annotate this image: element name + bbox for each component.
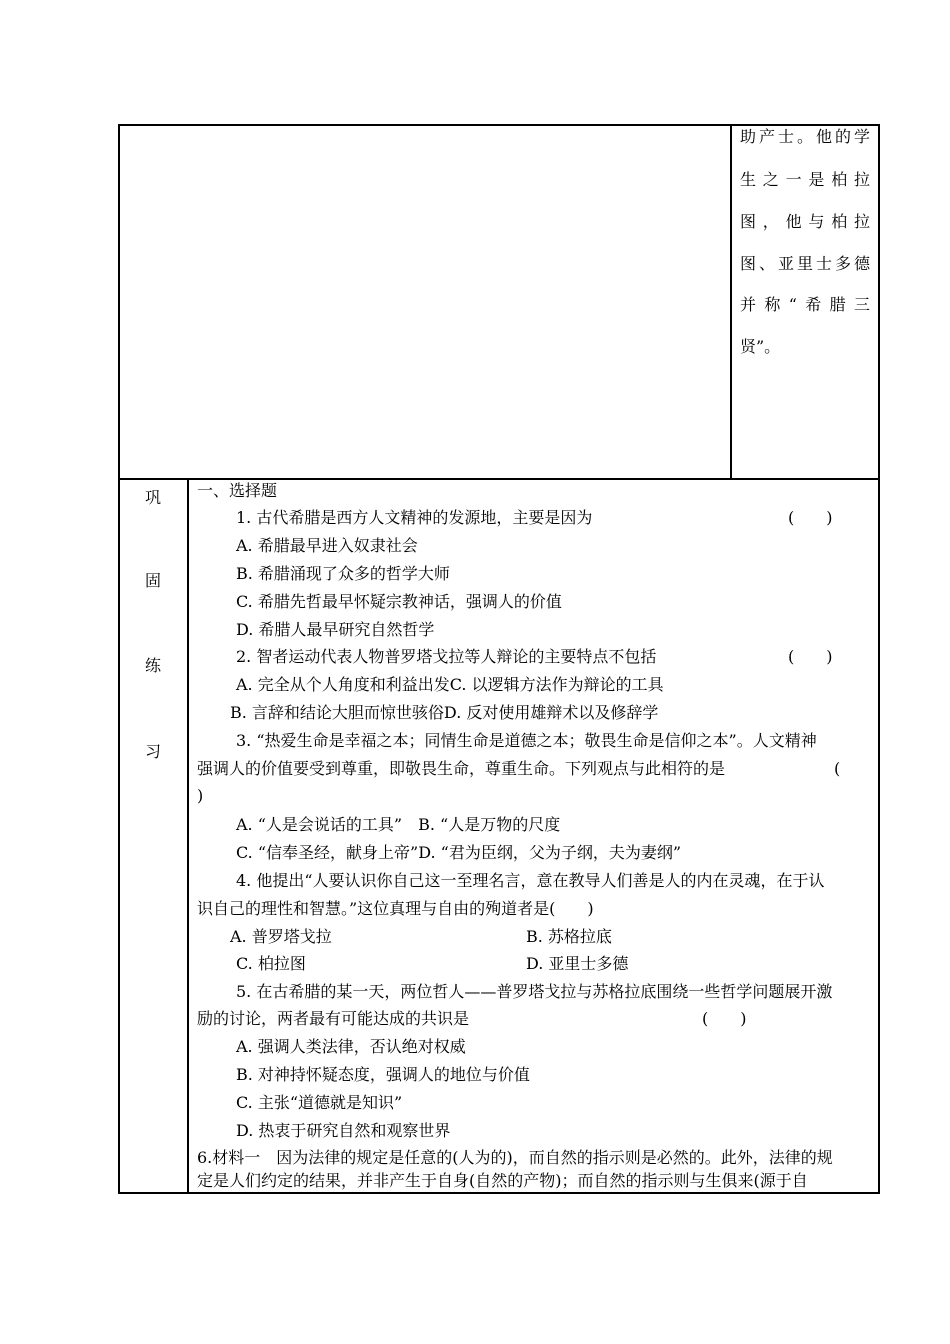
q4-option-d: D. 亚里士多德 [526,954,629,973]
side-note-line-1: 助产士。他的学 [740,127,870,146]
table-right-border [878,124,880,1194]
section-label-char-1: 巩 [144,488,161,507]
q1-option-d: D. 希腊人最早研究自然哲学 [236,620,435,639]
side-note-line-6: 贤”。 [740,337,781,356]
q5-option-c: C. 主张“道德就是知识” [236,1093,403,1112]
section-label-char-2: 固 [144,571,161,590]
q5-answer-paren[interactable]: ( ) [702,1009,747,1028]
q2-stem: 2. 智者运动代表人物普罗塔戈拉等人辩论的主要特点不包括 [236,647,657,666]
q1-answer-paren[interactable]: ( ) [788,508,833,527]
table-bottom-border [118,1192,880,1194]
q6-line-1: 6.材料一 因为法律的规定是任意的(人为的)，而自然的指示则是必然的。此外，法律的规 [197,1148,833,1167]
side-note-line-4: 图、亚里士多德 [740,254,870,273]
q3-options-row-2: C. “信奉圣经，献身上帝”D. “君为臣纲，父为子纲，夫为妻纲” [236,843,681,862]
section-heading: 一、选择题 [197,481,278,500]
q4-option-c: C. 柏拉图 [236,954,306,973]
q2-answer-paren[interactable]: ( ) [788,647,833,666]
row-divider [118,478,880,480]
side-note-line-2: 生之一是柏拉 [740,170,870,189]
q4-stem-line-1: 4. 他提出“人要认识你自己这一至理名言，意在教导人们善是人的内在灵魂，在于认 [236,871,825,890]
q2-options-row-1: A. 完全从个人角度和利益出发C. 以逻辑方法作为辩论的工具 [236,675,664,694]
q1-option-b: B. 希腊涌现了众多的哲学大师 [236,564,450,583]
q3-stem-line-1: 3. “热爱生命是幸福之本；同情生命是道德之本；敬畏生命是信仰之本”。人文精神 [236,731,817,750]
table-left-border [118,124,120,1194]
section-label-char-3: 练 [144,656,161,675]
q5-stem-line-1: 5. 在古希腊的某一天，两位哲人——普罗塔戈拉与苏格拉底围绕一些哲学问题展开激 [236,982,833,1001]
q1-option-a: A. 希腊最早进入奴隶社会 [236,536,418,555]
q3-stem-line-2: 强调人的价值要受到尊重，即敬畏生命，尊重生命。下列观点与此相符的是 [197,759,726,778]
label-column-divider [187,478,189,1194]
q3-answer-paren-open[interactable]: ( [834,759,841,778]
section-label-char-4: 习 [144,742,161,761]
q3-options-row-1: A. “人是会说话的工具” B. “人是万物的尺度 [236,815,561,834]
q1-stem: 1. 古代希腊是西方人文精神的发源地，主要是因为 [236,508,593,527]
q5-option-a: A. 强调人类法律，否认绝对权威 [236,1037,466,1056]
q1-option-c: C. 希腊先哲最早怀疑宗教神话，强调人的价值 [236,592,562,611]
q4-option-b: B. 苏格拉底 [526,927,612,946]
q3-answer-paren-close: ) [197,786,204,805]
q5-option-b: B. 对神持怀疑态度，强调人的地位与价值 [236,1065,530,1084]
side-note-line-3: 图，他与柏拉 [740,212,870,231]
q5-stem-line-2: 励的讨论，两者最有可能达成的共识是 [197,1009,470,1028]
q4-option-a: A. 普罗塔戈拉 [230,927,332,946]
q5-option-d: D. 热衷于研究自然和观察世界 [236,1121,451,1140]
top-column-divider [730,124,732,480]
q2-options-row-2: B. 言辞和结论大胆而惊世骇俗D. 反对使用雄辩术以及修辞学 [230,703,659,722]
q6-line-2: 定是人们约定的结果，并非产生于自身(自然的产物)；而自然的指示则与生俱来(源于自 [197,1171,808,1190]
q4-stem-line-2: 识自己的理性和智慧。”这位真理与自由的殉道者是( ) [197,899,594,918]
table-top-border [118,124,880,126]
side-note-line-5: 并称“希腊三 [740,295,870,314]
